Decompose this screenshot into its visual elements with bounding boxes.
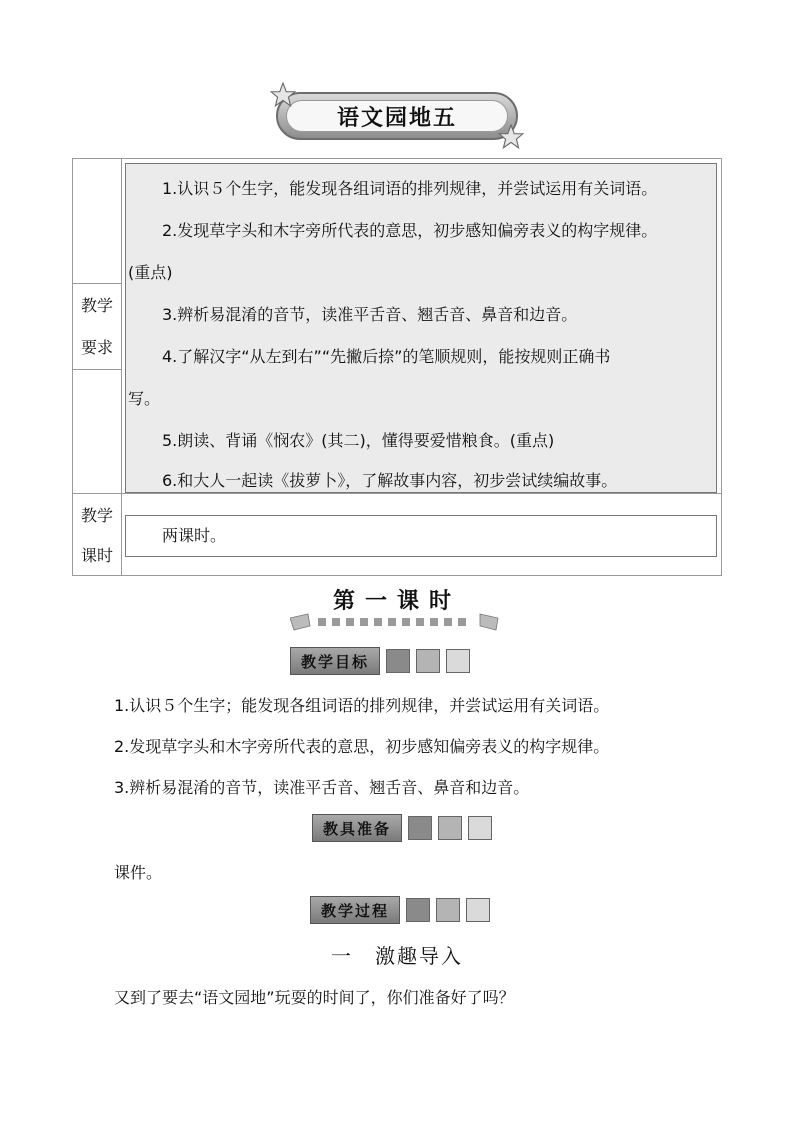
section-header-goals — [290, 647, 470, 675]
dotted-divider-icon — [290, 612, 500, 632]
requirement-item: 4.了解汉字“从左到右”“先撇后捺”的笔顺规则，能按规则正确书 — [162, 347, 611, 366]
star-icon — [270, 82, 296, 108]
page-title: 语文园地五 — [286, 100, 508, 132]
process-text: 又到了要去“语文园地”玩耍的时间了，你们准备好了吗？ — [114, 988, 515, 1007]
section-header-materials — [312, 814, 492, 842]
page-title-banner — [276, 92, 518, 140]
table-row-divider — [73, 369, 121, 370]
decorative-square-icon — [436, 898, 460, 922]
goal-item: 3.辨析易混淆的音节，读准平舌音、翘舌音、鼻音和边音。 — [114, 778, 530, 797]
hours-label-line-1: 教学 — [80, 506, 113, 525]
decorative-square-icon — [408, 816, 432, 840]
section-label: 教具准备 — [312, 814, 402, 842]
requirement-item: 1.认识５个生字，能发现各组词语的排列规律，并尝试运用有关词语。 — [162, 179, 658, 198]
table-row-divider — [73, 493, 721, 494]
requirements-label-line-2: 要求 — [80, 338, 113, 357]
table-column-divider — [121, 159, 122, 575]
section-label: 教学过程 — [310, 896, 400, 924]
requirement-item: 写。 — [128, 389, 161, 408]
star-icon — [498, 124, 524, 150]
decorative-square-icon — [468, 816, 492, 840]
lesson-title: 第一课时 — [332, 589, 461, 614]
requirements-box — [125, 163, 717, 493]
step-title: 一 激趣导入 — [331, 944, 463, 968]
requirements-label-line-1: 教学 — [80, 296, 113, 315]
section-label: 教学目标 — [290, 647, 380, 675]
hours-value: 两课时。 — [125, 515, 717, 557]
goal-item: 2.发现草字头和木字旁所代表的意思，初步感知偏旁表义的构字规律。 — [114, 737, 610, 756]
decorative-square-icon — [438, 816, 462, 840]
requirement-item: 2.发现草字头和木字旁所代表的意思，初步感知偏旁表义的构字规律。 — [162, 221, 658, 240]
goal-item: 1.认识５个生字；能发现各组词语的排列规律，并尝试运用有关词语。 — [114, 696, 610, 715]
requirement-item: 3.辨析易混淆的音节，读准平舌音、翘舌音、鼻音和边音。 — [162, 305, 578, 324]
requirement-item: (重点) — [128, 263, 173, 282]
hours-label-line-2: 课时 — [80, 546, 113, 565]
decorative-square-icon — [446, 649, 470, 673]
requirement-item: 5.朗读、背诵《悯农》(其二)，懂得要爱惜粮食。(重点) — [162, 431, 555, 450]
requirement-item: 6.和大人一起读《拔萝卜》，了解故事内容，初步尝试续编故事。 — [162, 471, 618, 490]
decorative-square-icon — [466, 898, 490, 922]
decorative-square-icon — [386, 649, 410, 673]
section-header-process — [310, 896, 490, 924]
requirements-table — [72, 158, 722, 576]
materials-text: 课件。 — [114, 863, 163, 882]
decorative-square-icon — [406, 898, 430, 922]
table-row-divider — [73, 283, 121, 284]
decorative-square-icon — [416, 649, 440, 673]
